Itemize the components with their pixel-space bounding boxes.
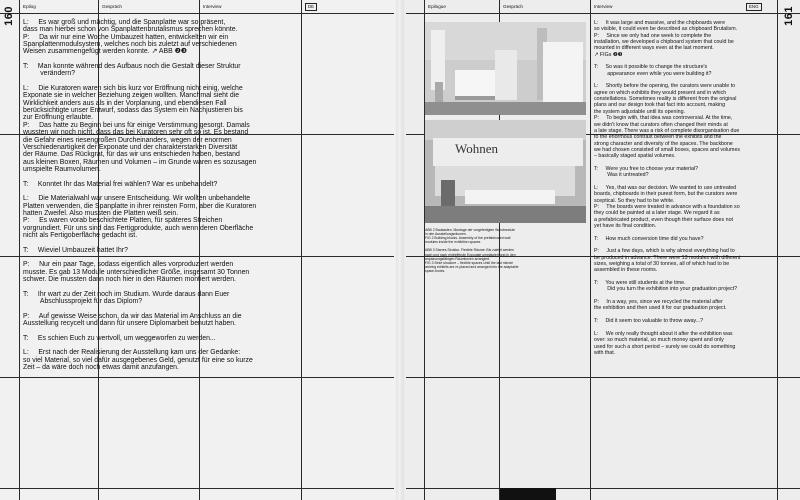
text-line: zur Eröffnung erlaubte. (23, 114, 93, 122)
text-line: Spanplattenmodulsystem, welches noch bis zuletzt auf verschiedenen (23, 41, 237, 49)
text-line: Ausstellung recycelt und dann für unsere Diplomarbeit benutzt haben. (23, 320, 236, 328)
text-line: Weisen zusammengefügt werden konnte. ↗ ABB ❷❸ (23, 48, 187, 56)
text-line: the exhibition and then used it for our graduation project. (594, 305, 727, 312)
text-line: FIG 3 Strict structure – flexible spaces Until the last minute (425, 260, 514, 265)
exhibition-photo-2 (425, 120, 586, 223)
grid-line (406, 13, 800, 14)
text-line: over: so much material, so much money spent and only (594, 337, 724, 344)
text-line: Wirklichkeit anders aus als in der Vorplanung, und ebendiesen Fall (23, 99, 227, 107)
german-interview-text (23, 19, 393, 372)
language-badge: ENG (746, 3, 762, 11)
text-line: space-boxes. (425, 268, 446, 273)
text-line: verändern? (23, 70, 76, 78)
header-section: Epilog (23, 4, 36, 9)
text-line: strong character and diversity of the spaces. The backbone (594, 140, 733, 147)
text-line: P: Since we only had one week to complete the (594, 32, 712, 39)
text-line: vorgrundiert. Für uns sind das Fertigprodukte, auch wenn deren Oberfläche (23, 224, 254, 232)
text-line: Exponate sie in welcher Beziehung zeigen wollten. Manchmal sieht die (23, 92, 240, 100)
text-line: they could be painted at a later stage. We regard it as (594, 210, 720, 217)
text-line: umspielte Raumvolumen. (23, 165, 101, 173)
text-line: with that. (594, 349, 616, 356)
text-line: Verschiedenartigkeit der Exponate und der charakterstarken Diversität (23, 143, 238, 151)
text-line (23, 342, 393, 349)
text-line: Did you turn the exhibition into your graduation project? (594, 286, 738, 293)
text-line: sceptical. So they had to be white. (594, 197, 675, 204)
text-line: T: Did it seem too valuable to throw away...? (594, 318, 704, 325)
grid-line (406, 488, 800, 489)
grid-line (590, 0, 591, 500)
text-line: so viel Material, so viel dafür ausgegebenes Geld, genutzt für eine so kurze (23, 356, 253, 364)
text-line: appearance even while you were building it? (594, 70, 712, 77)
text-line: anpassungsfähigen Raumboxen arrangiert. (425, 256, 491, 261)
text-line: so visible, it could even be described as chipboard Brutalism. (594, 26, 738, 33)
text-line (23, 188, 393, 195)
text-line: wussten wir noch nicht, dass das bei Kuratoren sehr oft so ist. Es bestand (23, 129, 249, 137)
text-line: der Räume. Das Rückgrat, für das wir uns entschieden haben, bestand (23, 151, 240, 159)
text-line: L: Yes, that was our decision. We wanted to use untreated (594, 184, 737, 191)
exhibition-photo-1 (425, 22, 586, 115)
text-line: T: Wieviel Umbauzeit hattet Ihr? (23, 246, 128, 254)
text-line: yet have its final condition. (594, 223, 657, 229)
text-line: L: Erst nach der Realisierung der Ausstellung kam uns der Gedanke: (23, 349, 241, 357)
text-line: ABB 2 Baukasten. Montage der vorgefertigten Wandmodule (425, 228, 515, 232)
text-line: nicht als Fertigoberfläche gedacht ist. (23, 231, 138, 239)
text-line: berücksichtigte unser Entwurf, sodass das System ein Nachjustieren bis (23, 107, 243, 115)
text-line (23, 173, 393, 180)
text-line: sizes, weighing a total of 30 tonnes, all of which had to be (594, 261, 730, 268)
text-line: L: Shortly before the opening, the curators were unable to (594, 83, 736, 90)
text-line: be produced in advance. There were 13 modules with different (594, 254, 741, 261)
text-line: L: Die Materialwahl war unsere Entscheidung. Wir wollten unbehandelte (23, 195, 251, 203)
text-line: P: Nur ein paar Tage, sodass eigentlich alles vorproduziert werden (23, 261, 234, 269)
text-line: ABB 3 Starres Struktur. Flexible Räume: Bis zuletzt werden (425, 248, 514, 253)
text-line: L: We only really thought about it after the exhibition was (594, 330, 733, 337)
text-line: Platten verwenden, die Spanplatte in ihrer reinsten Form, aber die Kuratoren (23, 202, 257, 210)
text-line: boards, chipboards in their purest form, but the curators were (594, 191, 738, 198)
text-line (23, 239, 393, 246)
text-line: T: Ihr wart zu der Zeit noch im Studium. Wurde daraus dann Euer (23, 290, 230, 298)
text-line: modules inside the exhibition spaces. (425, 240, 482, 245)
text-line: used for such a short period – surely we could do something (594, 343, 736, 350)
text-line: – basically staged spatial volumes. (594, 153, 676, 160)
text-line: L: Die Kuratoren waren sich bis kurz vor Eröffnung nicht einig, welche (23, 85, 243, 93)
text-line: die Gefahr eines riesengroßen Durcheinanders, wegen der enormen (23, 136, 232, 144)
grid-line (0, 377, 394, 378)
text-line: T: Konntet Ihr das Material frei wählen? War es unbehandelt? (23, 180, 218, 188)
header-subtitle: Interview (594, 4, 613, 9)
text-line: musste. Es gab 13 Module unterschiedlicher Größe, insgesamt 30 Tonnen (23, 268, 250, 276)
text-line: to the enormous contrast between the exhibits and the (594, 134, 722, 141)
text-line: a prefabricated product, even though their surface does not (594, 216, 733, 223)
text-line: dass man hierbei schon von Spanplattenbrutalismus sprechen könnte. (23, 26, 238, 34)
text-line: T: So was it possible to change the structure's (594, 64, 708, 71)
black-bar (500, 488, 556, 500)
language-badge: DE (305, 3, 317, 11)
text-line: installation, we developed a chipboard system that could be (594, 39, 734, 46)
text-line (23, 327, 393, 334)
photo-captions (425, 228, 590, 273)
header-type: Gespräch (102, 4, 122, 9)
photo-sign-text: Wohnen (455, 141, 498, 156)
text-line: T: Man konnte während des Aufbaus noch die Gestalt dieser Struktur (23, 63, 241, 71)
page-number: 161 (783, 6, 795, 26)
text-line: P: Da wir nur eine Woche Umbauzeit hatten, entwickelten wir ein (23, 33, 229, 41)
text-line: assembled in these rooms. (594, 267, 658, 274)
text-line: Was it untreated? (594, 172, 649, 179)
grid-line (19, 0, 20, 500)
text-line: P: Es waren vorab beschichtete Platten, für späteres Streichen (23, 217, 223, 225)
text-line (23, 283, 393, 290)
book-gutter (396, 0, 404, 500)
text-line (23, 56, 393, 63)
text-line: hatten Zweifel. Also mussten die Platten weiß sein. (23, 209, 179, 217)
text-line: a late stage. There was a risk of complete disorganisation due (594, 127, 740, 134)
text-line: we had chosen consisted of small boxes, spaces and volumes (594, 146, 741, 153)
text-line (23, 78, 393, 85)
text-line: Abschlussprojekt für das Diplom? (23, 298, 143, 306)
text-line: P: The boards were treated in advance with a foundation so (594, 203, 740, 210)
text-line: nach und nach eintreffende Exponate umplatziert und in den (425, 252, 516, 257)
text-line: P: In a way, yes, since we recycled the material after (594, 299, 723, 306)
text-line: mounted in different ways even at the last moment. (594, 45, 714, 52)
grid-line (406, 377, 800, 378)
grid-line (0, 488, 394, 489)
text-line: P: Just a few days, which is why almost everything had to (594, 248, 735, 255)
text-line: P: Auf gewisse Weise schon, da wir das Material im Anschluss an die (23, 312, 242, 320)
text-line: schwer. Die mussten dann noch hier in den Räumen montiert werden. (23, 276, 236, 284)
grid-line (777, 0, 778, 500)
text-line: aus kleinen Boxen, Räumen und Volumen – im Grunde waren es sozusagen (23, 158, 257, 166)
text-line: agree on which exhibits they would present and in which (594, 89, 727, 96)
page-number: 160 (3, 6, 15, 26)
text-line: constellations. Sometimes reality is different from the original (594, 96, 737, 103)
text-line (23, 254, 393, 261)
grid-line (0, 13, 394, 14)
text-line: L: Es war groß und mächtig, und die Spanplatte war so präsent, (23, 19, 226, 26)
text-line: FIG 2 Building blocks. Assembly of the prefabricated wall (425, 236, 511, 241)
text-line: T: Were you free to choose your material? (594, 165, 699, 172)
header-type: Gespräch (503, 4, 523, 9)
english-interview-text (594, 20, 776, 356)
text-line: T: Es schien Euch zu wertvoll, um weggeworfen zu werden... (23, 334, 216, 342)
text-line: we didn't know that curators often changed their minds at (594, 121, 728, 128)
text-line: arriving exhibits are re-placed and arranged into the adaptable (425, 264, 519, 269)
header-subtitle: Interview (203, 4, 222, 9)
text-line: ↗ FIGs ❷❸ (594, 51, 623, 58)
text-line: P: To begin with, that idea was controversial. At the time, (594, 115, 733, 122)
text-line (23, 305, 393, 312)
text-line: in den Ausstellungsräumen. (425, 232, 467, 237)
text-line: the system adjustable until its opening. (594, 108, 685, 115)
header-section: Epilogue (428, 4, 446, 9)
text-line: Zeit – da wäre doch noch etwas damit anzufangen. (23, 364, 179, 372)
text-line: T: You were still students at the time. (594, 280, 686, 287)
text-line: T: How much conversion time did you have? (594, 235, 704, 242)
text-line: plans and our design took that fact into account, making (594, 102, 726, 109)
text-line: L: It was large and massive, and the chipboards were (594, 20, 726, 26)
text-line: P: Das hatte zu Beginn bei uns für einige Verstimmung gesorgt. Damals (23, 121, 250, 129)
